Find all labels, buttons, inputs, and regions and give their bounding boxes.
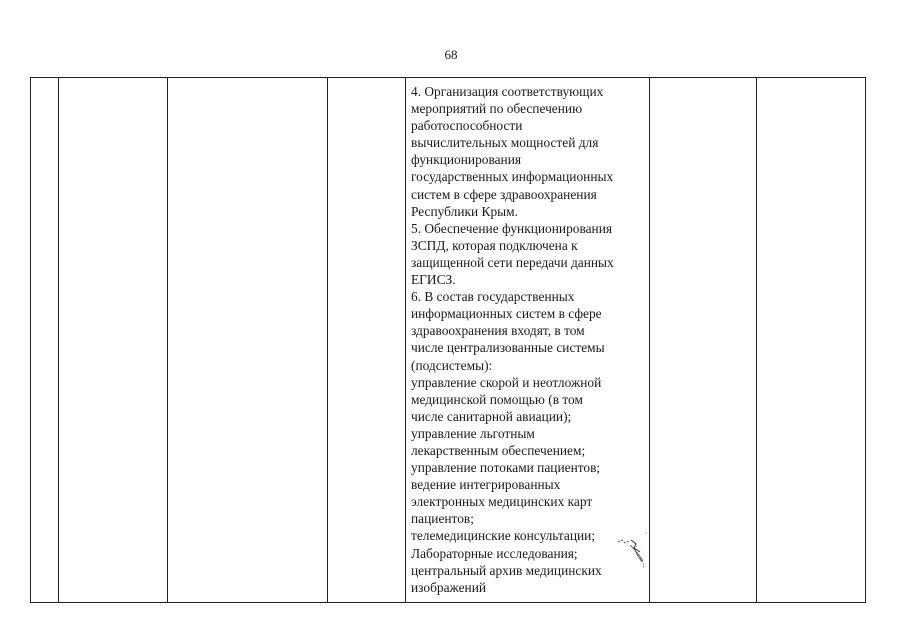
table-cell-column-2 <box>59 78 168 603</box>
paragraph-zspd: 5. Обеспечение функционирования ЗСПД, которая подключена к защищенной сети передачи данных ЕГИСЗ. <box>411 220 614 288</box>
table-cell-measures <box>406 78 650 603</box>
table-cell-column-6 <box>650 78 757 603</box>
document-table <box>30 77 866 603</box>
table-cell-column-1 <box>31 78 59 603</box>
paragraph-systems-composition: 6. В состав государственных информационных систем в сфере здравоохранения входят, в том числе централизованные системы (подсистемы): <box>411 289 605 373</box>
measures-text <box>406 78 649 596</box>
list-item-laboratory: Лабораторные исследования; <box>411 545 578 561</box>
list-item-preferential-drugs: управление льготным лекарственным обеспечением; <box>411 425 586 458</box>
pen-mark-icon <box>616 528 650 574</box>
list-item-emergency-care: управление скорой и неотложной медицинской помощью (в том числе санитарной авиации); <box>411 374 602 424</box>
table-cell-column-7 <box>757 78 866 603</box>
paragraph-computing-capacity: 4. Организация соответствующих мероприятий по обеспечению работоспособности вычислительных мощностей для функционирования государственных информационных систем в сфере здравоохранения Республики Крым. <box>411 84 614 219</box>
list-item-electronic-records: ведение интегрированных электронных медицинских карт пациентов; <box>411 477 593 527</box>
list-item-telemedicine: телемедицинские консультации; <box>411 528 596 544</box>
page-number: 68 <box>444 47 458 62</box>
list-item-patient-flows: управление потоками пациентов; <box>411 460 601 476</box>
table-cell-column-3 <box>168 78 328 603</box>
list-item-image-archive: центральный архив медицинских изображений <box>411 562 602 595</box>
table-row <box>31 78 866 603</box>
table-cell-column-4 <box>328 78 406 603</box>
